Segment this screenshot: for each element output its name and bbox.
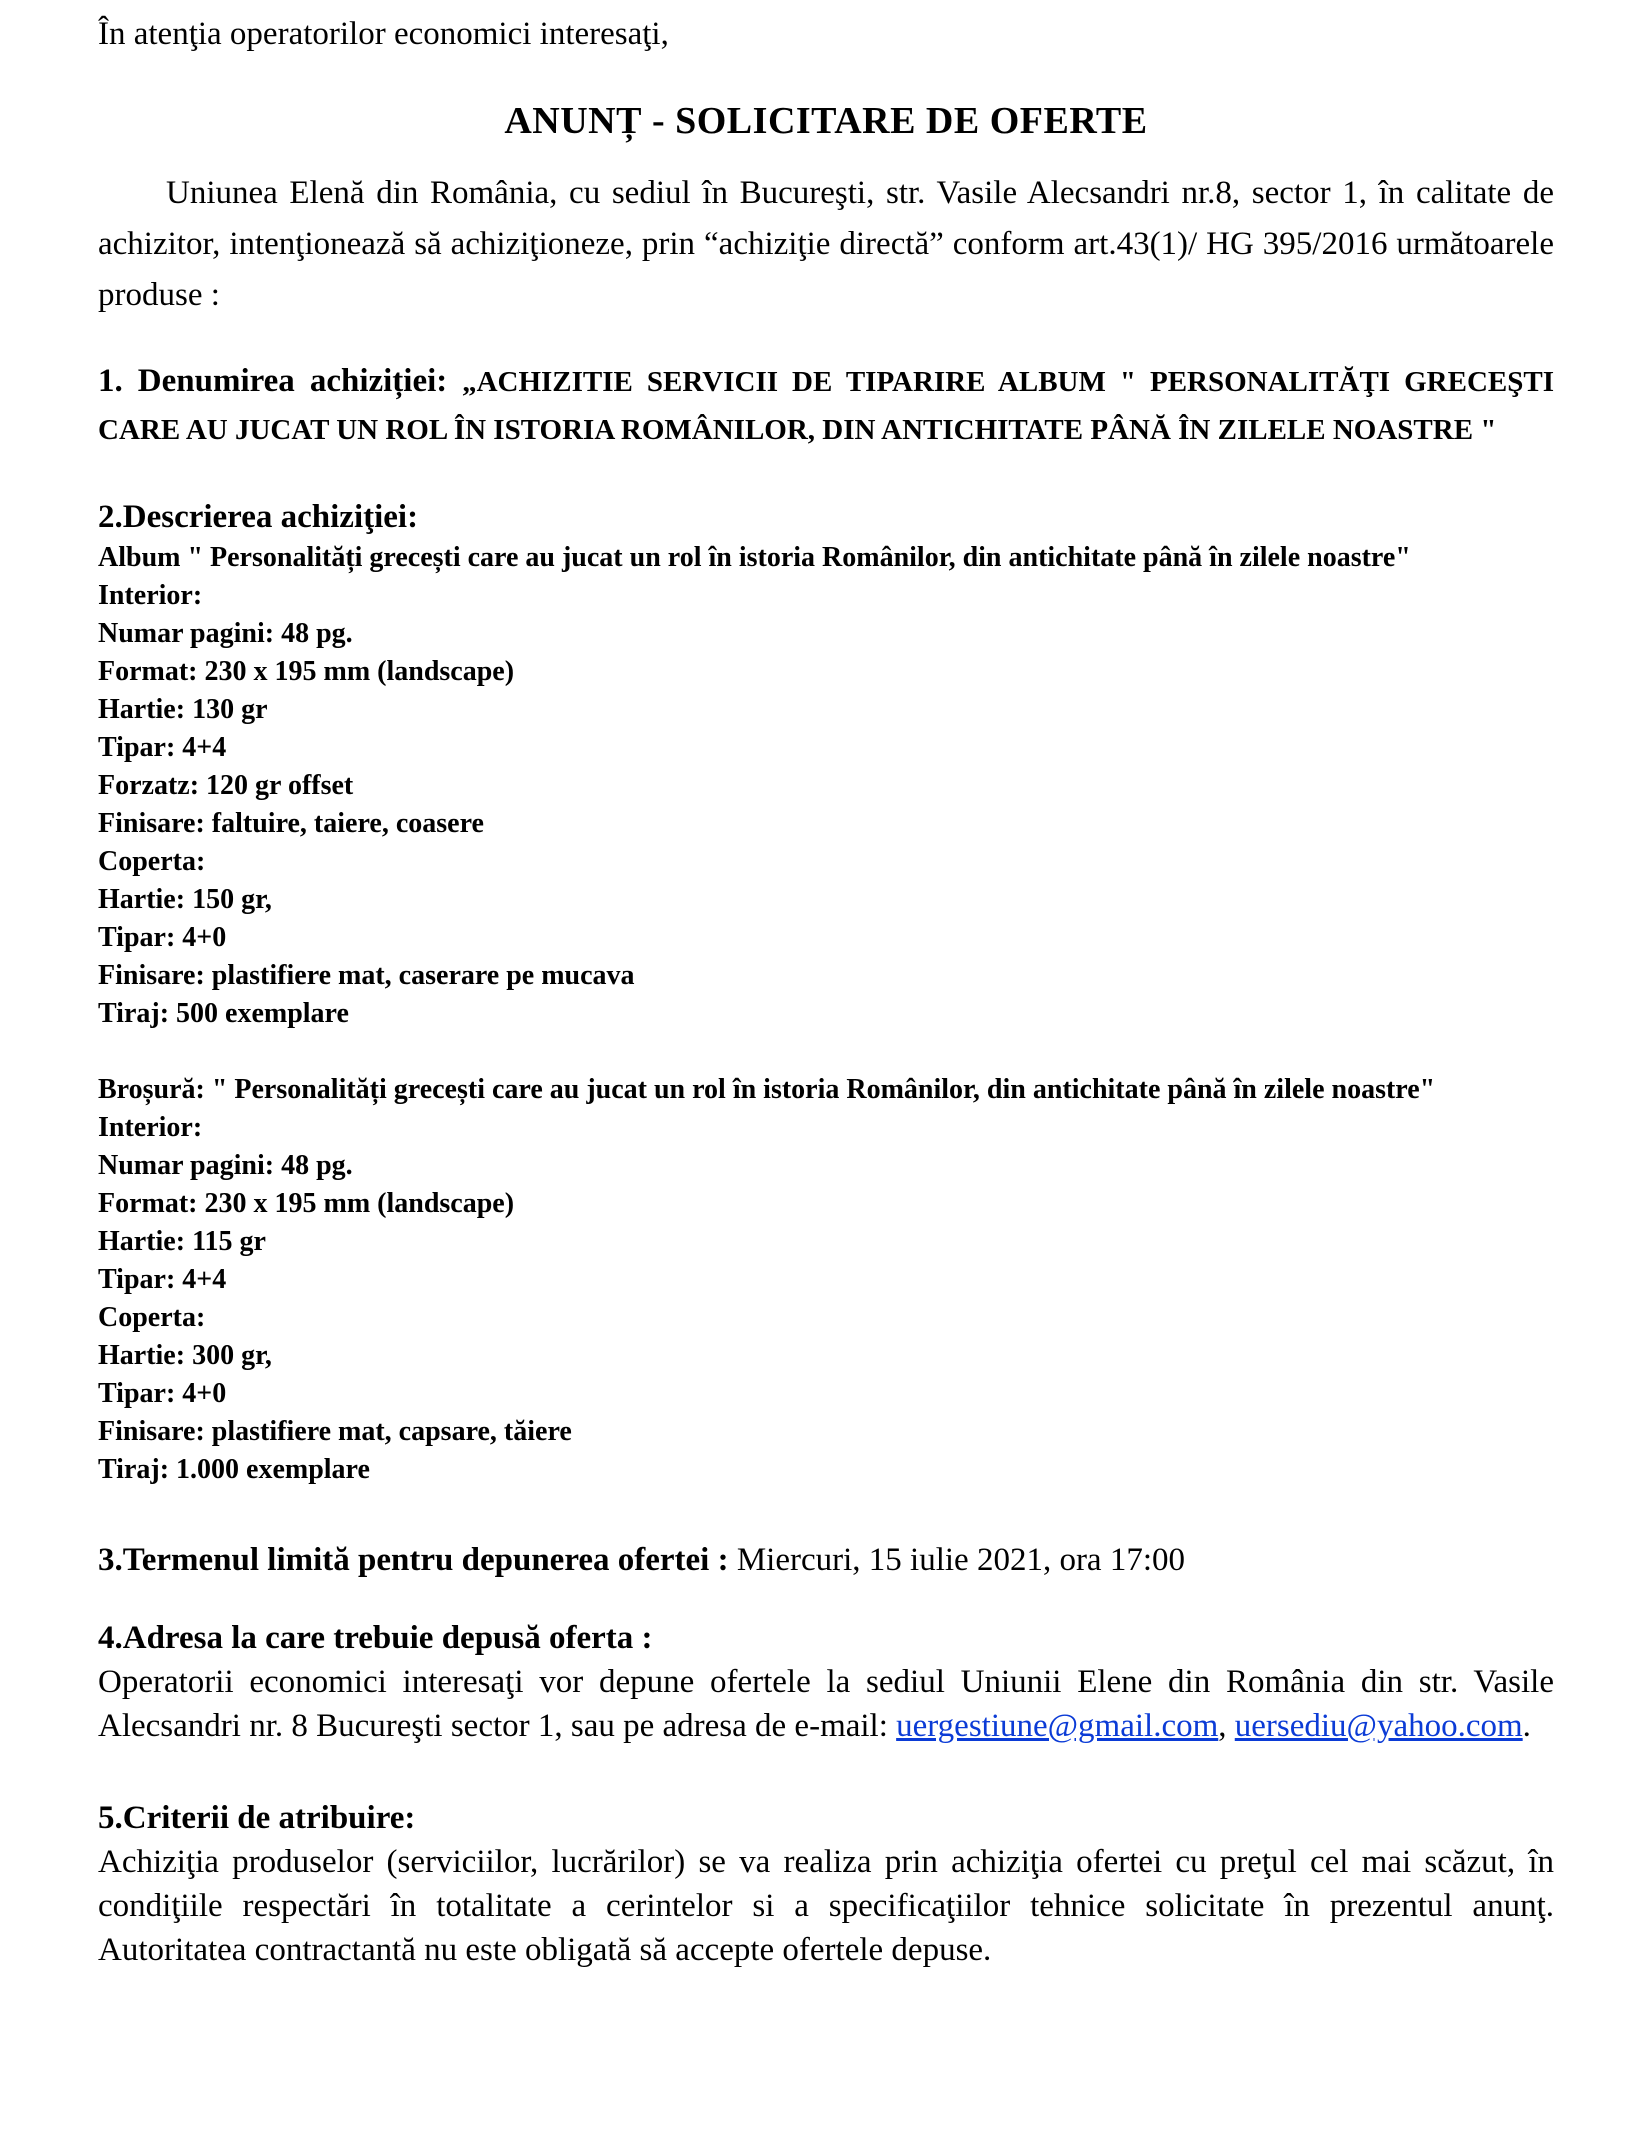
section-3-deadline	[98, 1537, 1554, 1583]
deadline-value: Miercuri, 15 iulie 2021, ora 17:00	[736, 1542, 1186, 1578]
album-spec-line: Numar pagini: 48 pg.	[98, 618, 353, 649]
section-1-procurement-name	[98, 357, 1554, 453]
album-spec	[98, 539, 1554, 1033]
brosura-spec-line: Hartie: 300 gr,	[98, 1340, 272, 1371]
section-1-label: 1. Denumirea achiziției:	[98, 363, 448, 399]
album-spec-line: Forzatz: 120 gr offset	[98, 770, 354, 801]
email-link-gestiune[interactable]: uergestiune@gmail.com	[896, 1708, 1219, 1744]
album-spec-line: Coperta:	[98, 846, 206, 877]
album-spec-line: Tipar: 4+4	[98, 732, 227, 763]
section-2-description	[98, 495, 1554, 1489]
brosura-spec-line: Coperta:	[98, 1302, 206, 1333]
section-4-address	[98, 1616, 1554, 1748]
brosura-spec-line: Format: 230 x 195 mm (landscape)	[98, 1188, 515, 1219]
brosura-spec	[98, 1071, 1554, 1489]
album-title: Album " Personalități grecești care au jucat un rol în istoria Românilor, din antichitate până în zilele noastre"	[98, 542, 1411, 573]
announcement-title: ANUNȚ - SOLICITARE DE OFERTE	[504, 100, 1148, 142]
section-5-heading: 5.Criterii de atribuire:	[98, 1800, 416, 1836]
album-spec-line: Tiraj: 500 exemplare	[98, 998, 349, 1029]
brosura-spec-line: Finisare: plastifiere mat, capsare, tăiere	[98, 1416, 572, 1447]
section-2-heading: 2.Descrierea achiziţiei:	[98, 499, 419, 535]
section-4-paragraph	[98, 1660, 1554, 1748]
album-spec-line: Format: 230 x 195 mm (landscape)	[98, 656, 515, 687]
brosura-spec-line: Tipar: 4+4	[98, 1264, 227, 1295]
album-spec-line: Tipar: 4+0	[98, 922, 227, 953]
section-4-text: Operatorii economici interesaţi vor depune ofertele la sediul Uniunii Elene din România din str. Vasile Alecsandri nr. 8 Bucureşti sector 1, sau pe adresa de e-mail:	[98, 1664, 1554, 1744]
brosura-spec-line: Tipar: 4+0	[98, 1378, 227, 1409]
section-5-text: Achiziţia produselor (serviciilor, lucrărilor) se va realiza prin achiziţia ofertei cu preţul cel mai scăzut, în condiţiile respectări în totalitate a cerintelor si a specificaţiilor tehnice solicitate în prezentul anunţ. Autoritatea contractantă nu este obligată să accepte ofertele depuse.	[98, 1844, 1554, 1968]
section-5-criteria	[98, 1796, 1554, 1972]
album-spec-line: Interior:	[98, 580, 203, 611]
email-separator: ,	[1218, 1708, 1227, 1744]
brosura-spec-list	[98, 1109, 1554, 1489]
document-page	[98, 10, 1554, 1972]
intro-paragraph: Uniunea Elenă din România, cu sediul în Bucureşti, str. Vasile Alecsandri nr.8, sector 1, în calitate de achizitor, intenţionează să achiziţioneze, prin “achiziţie directă” conform art.43(1)/ HG 395/2016 următoarele produse :	[98, 175, 1554, 313]
section-4-heading: 4.Adresa la care trebuie depusă oferta :	[98, 1620, 653, 1656]
brosura-spec-line: Hartie: 115 gr	[98, 1226, 266, 1257]
album-spec-line: Finisare: plastifiere mat, caserare pe mucava	[98, 960, 635, 991]
section-3-label: 3.Termenul limită pentru depunerea ofertei :	[98, 1542, 729, 1578]
album-spec-line: Hartie: 150 gr,	[98, 884, 272, 915]
album-spec-list	[98, 577, 1554, 1033]
brosura-spec-line: Numar pagini: 48 pg.	[98, 1150, 353, 1181]
brosura-spec-line: Interior:	[98, 1112, 203, 1143]
email-link-sediu[interactable]: uersediu@yahoo.com	[1234, 1708, 1523, 1744]
greeting-line: În atenţia operatorilor economici interesaţi,	[98, 16, 669, 52]
album-spec-line: Finisare: faltuire, taiere, coasere	[98, 808, 484, 839]
section-1-text: „ACHIZITIE SERVICII DE TIPARIRE ALBUM " PERSONALITĂŢI GRECEŞTI CARE AU JUCAT UN ROL ÎN ISTORIA ROMÂNILOR, DIN ANTICHITATE PÂNĂ ÎN ZILELE NOASTRE "	[98, 366, 1554, 446]
brosura-title: Broșură: " Personalități grecești care au jucat un rol în istoria Românilor, din antichitate până în zilele noastre"	[98, 1074, 1436, 1105]
section-4-end: .	[1522, 1708, 1531, 1744]
album-spec-line: Hartie: 130 gr	[98, 694, 268, 725]
brosura-spec-line: Tiraj: 1.000 exemplare	[98, 1454, 370, 1485]
